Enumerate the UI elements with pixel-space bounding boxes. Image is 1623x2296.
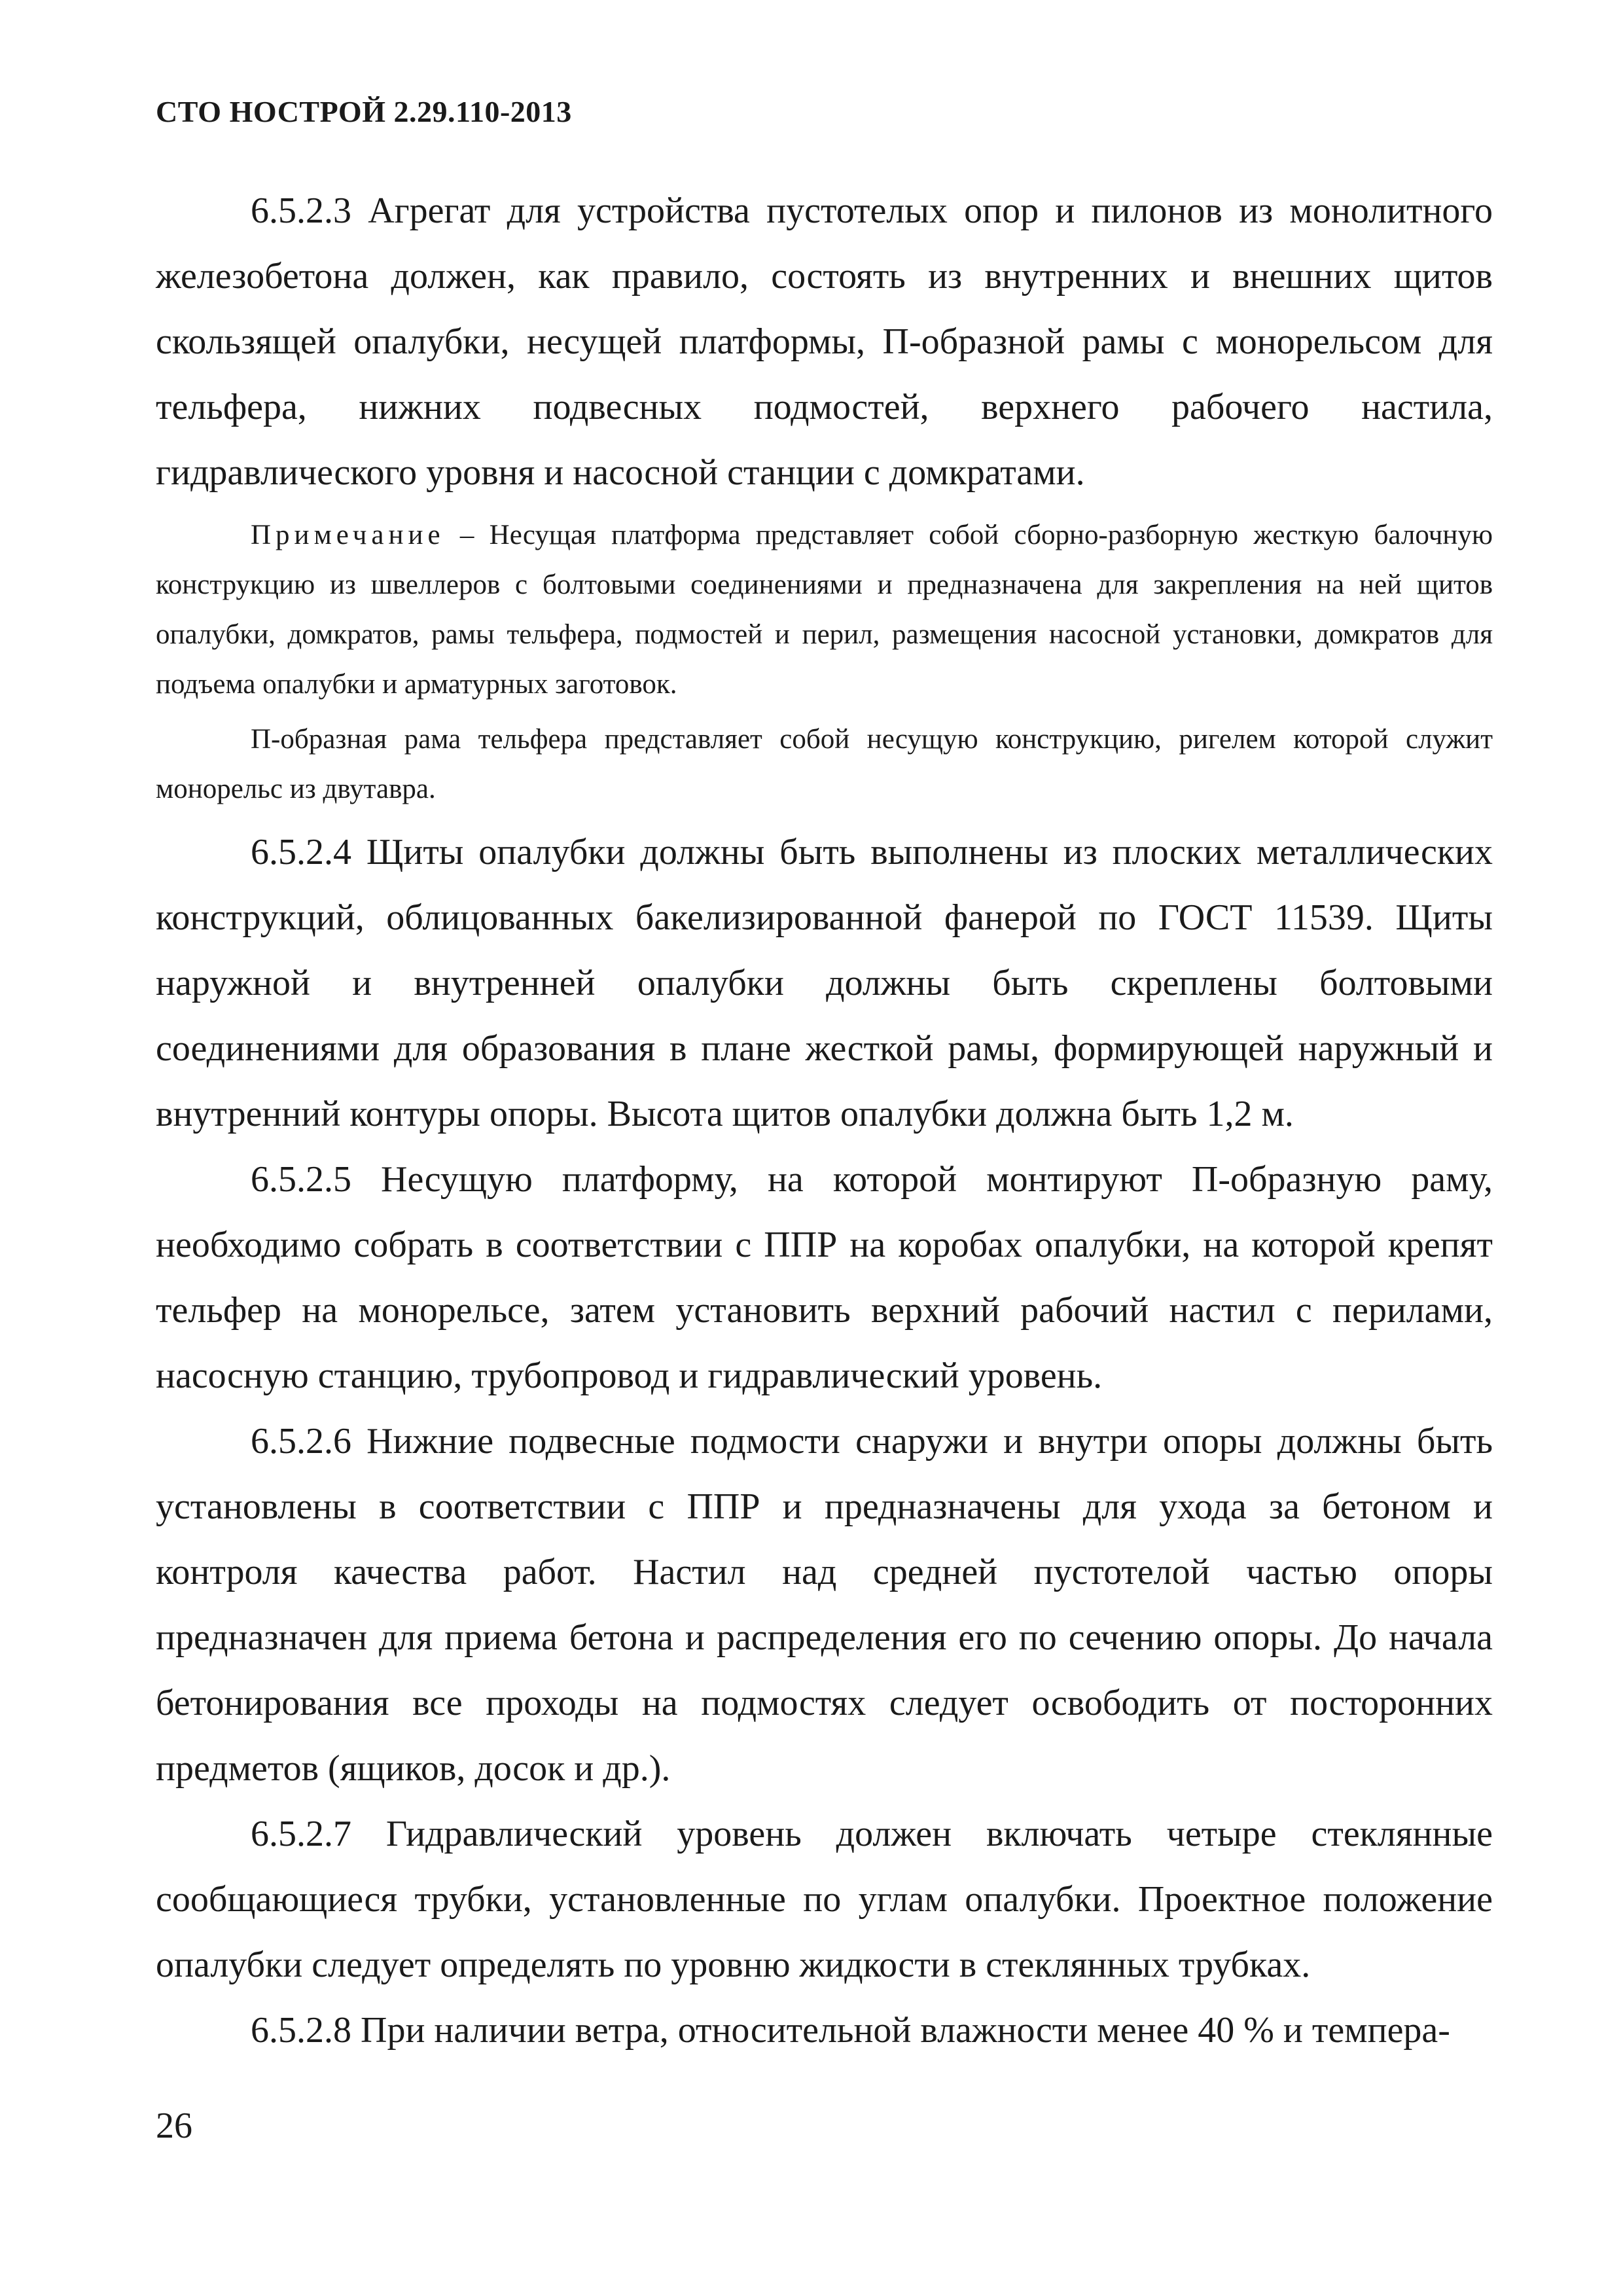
paragraph-6-5-2-7: 6.5.2.7 Гидравлический уровень должен включать четыре стеклянные сообщающиеся трубки, установленные по углам опалубки. Проектное положение опалубки следует определять по уровню жидкости в стеклянных трубках. [156,1814,1493,1985]
paragraph-6-5-2-4: 6.5.2.4 Щиты опалубки должны быть выполнены из плоских металлических конструкций, облицованных бакелизированной фанерой по ГОСТ 11539. Щиты наружной и внутренней опалубки должны быть скреплены болтовыми соединениями для образования в плане жесткой рамы, формирующей наружный и внутренний контуры опоры. Высота щитов опалубки должна быть 1,2 м. [156,832,1493,1134]
note-platform [156,511,1493,709]
note-label: Примечание [251,520,445,550]
paragraph-6-5-2-8: 6.5.2.8 При наличии ветра, относительной влажности менее 40 % и темпера- [251,2010,1450,2051]
paragraph-6-5-2-5: 6.5.2.5 Несущую платформу, на которой монтируют П-образную раму, необходимо собрать в соответствии с ППР на коробах опалубки, на которой крепят тельфер на монорельсе, затем установить верхний рабочий настил с перилами, насосную станцию, трубопровод и гидравлический уровень. [156,1159,1493,1396]
paragraph-6-5-2-3: 6.5.2.3 Агрегат для устройства пустотелых опор и пилонов из монолитного железобетона должен, как правило, состоять из внутренних и внешних щитов скользящей опалубки, несущей платформы, П-образной рамы с монорельсом для тельфера, нижних подвесных подмостей, верхнего рабочего настила, гидравлического уровня и насосной станции с домкратами. [156,190,1493,493]
note-platform-text: – Несущая платформа представляет собой сборно-разборную жесткую балочную конструкцию из швеллеров с болтовыми соединениями и предназначена для закрепления на ней щитов опалубки, домкратов, рамы тельфера, подмостей и перил, размещения насосной установки, домкратов для подъема опалубки и арматурных заготовок. [156,520,1493,700]
paragraph-6-5-2-6: 6.5.2.6 Нижние подвесные подмости снаружи и внутри опоры должны быть установлены в соответствии с ППР и предназначены для ухода за бетоном и контроля качества работ. Настил над средней пустотелой частью опоры предназначен для приема бетона и распределения его по сечению опоры. До начала бетонирования все проходы на подмостях следует освободить от посторонних предметов (ящиков, досок и др.). [156,1421,1493,1789]
document-body [156,178,1493,2063]
document-header: СТО НОСТРОЙ 2.29.110-2013 [156,95,572,128]
note-frame: П-образная рама тельфера представляет собой несущую конструкцию, ригелем которой служит монорельс из двутавра. [156,724,1493,804]
page-number: 26 [156,2106,192,2146]
